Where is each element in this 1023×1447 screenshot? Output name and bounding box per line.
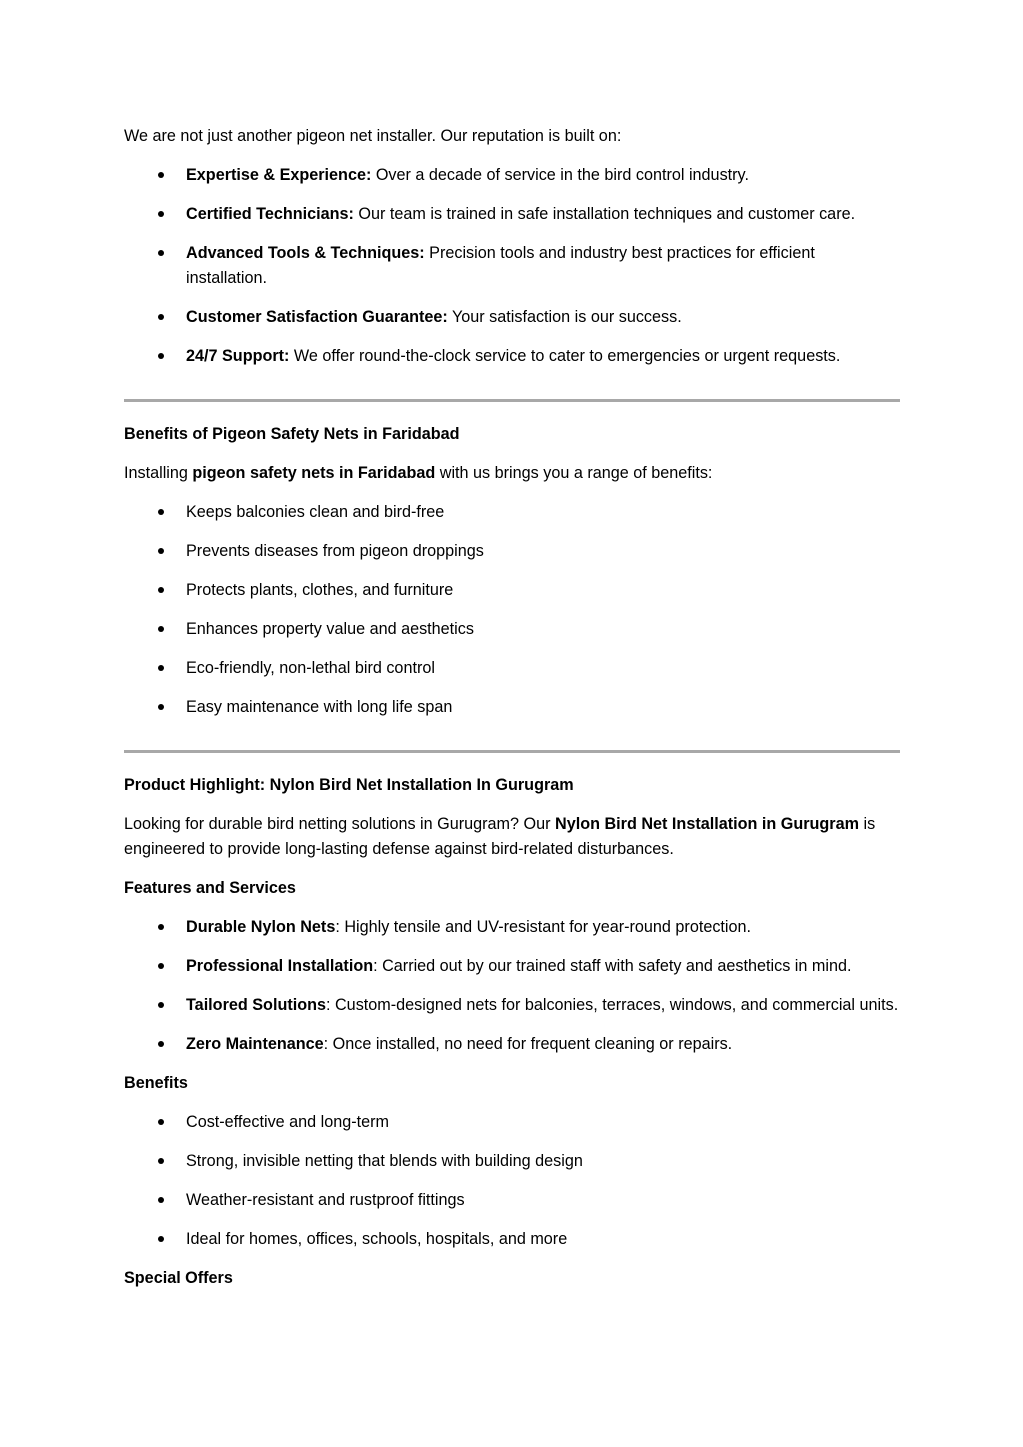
list-item: Strong, invisible netting that blends with building design (186, 1149, 900, 1174)
benefits-intro (124, 461, 900, 486)
intro-text: Installing (124, 464, 193, 482)
item-label: Tailored Solutions (186, 996, 326, 1014)
item-text: Our team is trained in safe installation techniques and customer care. (353, 205, 856, 223)
product-heading: Product Highlight: Nylon Bird Net Installation In Gurugram (124, 776, 574, 794)
document-page (124, 124, 900, 1305)
item-text: We offer round-the-clock service to cater to emergencies or urgent requests. (289, 347, 841, 365)
item-label: Certified Technicians: (186, 205, 354, 223)
list-item: Easy maintenance with long life span (186, 695, 900, 720)
list-item (186, 993, 900, 1018)
list-item: Prevents diseases from pigeon droppings (186, 539, 900, 564)
list-item: Weather-resistant and rustproof fittings (186, 1188, 900, 1213)
list-item: Cost-effective and long-term (186, 1110, 900, 1135)
special-offers-heading: Special Offers (124, 1269, 233, 1287)
item-text: : Custom-designed nets for balconies, terraces, windows, and commercial units. (326, 996, 899, 1014)
list-item (186, 163, 900, 188)
list-item: Protects plants, clothes, and furniture (186, 578, 900, 603)
benefits-list (124, 500, 900, 720)
features-list (124, 915, 900, 1057)
item-label: Professional Installation (186, 957, 374, 975)
item-label: Customer Satisfaction Guarantee: (186, 308, 448, 326)
reputation-list (124, 163, 900, 369)
section-divider (124, 399, 900, 402)
item-label: Advanced Tools & Techniques: (186, 244, 425, 262)
list-item (186, 1032, 900, 1057)
intro-paragraph: We are not just another pigeon net installer. Our reputation is built on: (124, 127, 622, 145)
item-text: Your satisfaction is our success. (447, 308, 682, 326)
item-label: Durable Nylon Nets (186, 918, 336, 936)
intro-text: Looking for durable bird netting solutions in Gurugram? Our (124, 815, 556, 833)
item-text: : Highly tensile and UV-resistant for year-round protection. (335, 918, 752, 936)
list-item: Ideal for homes, offices, schools, hospitals, and more (186, 1227, 900, 1252)
intro-text: with us brings you a range of benefits: (435, 464, 713, 482)
section-divider (124, 750, 900, 753)
item-text: Precision tools and industry best practices for efficient installation. (186, 244, 815, 287)
product-benefits-heading: Benefits (124, 1074, 188, 1092)
list-item (186, 202, 900, 227)
item-label: Zero Maintenance (186, 1035, 324, 1053)
intro-emphasis: Nylon Bird Net Installation in Gurugram (555, 815, 860, 833)
item-label: Expertise & Experience: (186, 166, 372, 184)
intro-emphasis: pigeon safety nets in Faridabad (192, 464, 436, 482)
list-item (186, 915, 900, 940)
list-item (186, 954, 900, 979)
list-item (186, 344, 900, 369)
list-item (186, 305, 900, 330)
list-item: Enhances property value and aesthetics (186, 617, 900, 642)
item-text: : Once installed, no need for frequent cleaning or repairs. (323, 1035, 733, 1053)
list-item (186, 241, 900, 291)
intro-text: is engineered to provide long-lasting defense against bird-related disturbances. (124, 815, 876, 858)
item-text: : Carried out by our trained staff with safety and aesthetics in mind. (373, 957, 852, 975)
features-heading: Features and Services (124, 879, 296, 897)
list-item: Keeps balconies clean and bird-free (186, 500, 900, 525)
item-label: 24/7 Support: (186, 347, 290, 365)
item-text: Over a decade of service in the bird control industry. (371, 166, 749, 184)
list-item: Eco-friendly, non-lethal bird control (186, 656, 900, 681)
product-intro (124, 812, 900, 862)
product-benefits-list (124, 1110, 900, 1252)
benefits-heading: Benefits of Pigeon Safety Nets in Faridabad (124, 425, 460, 443)
